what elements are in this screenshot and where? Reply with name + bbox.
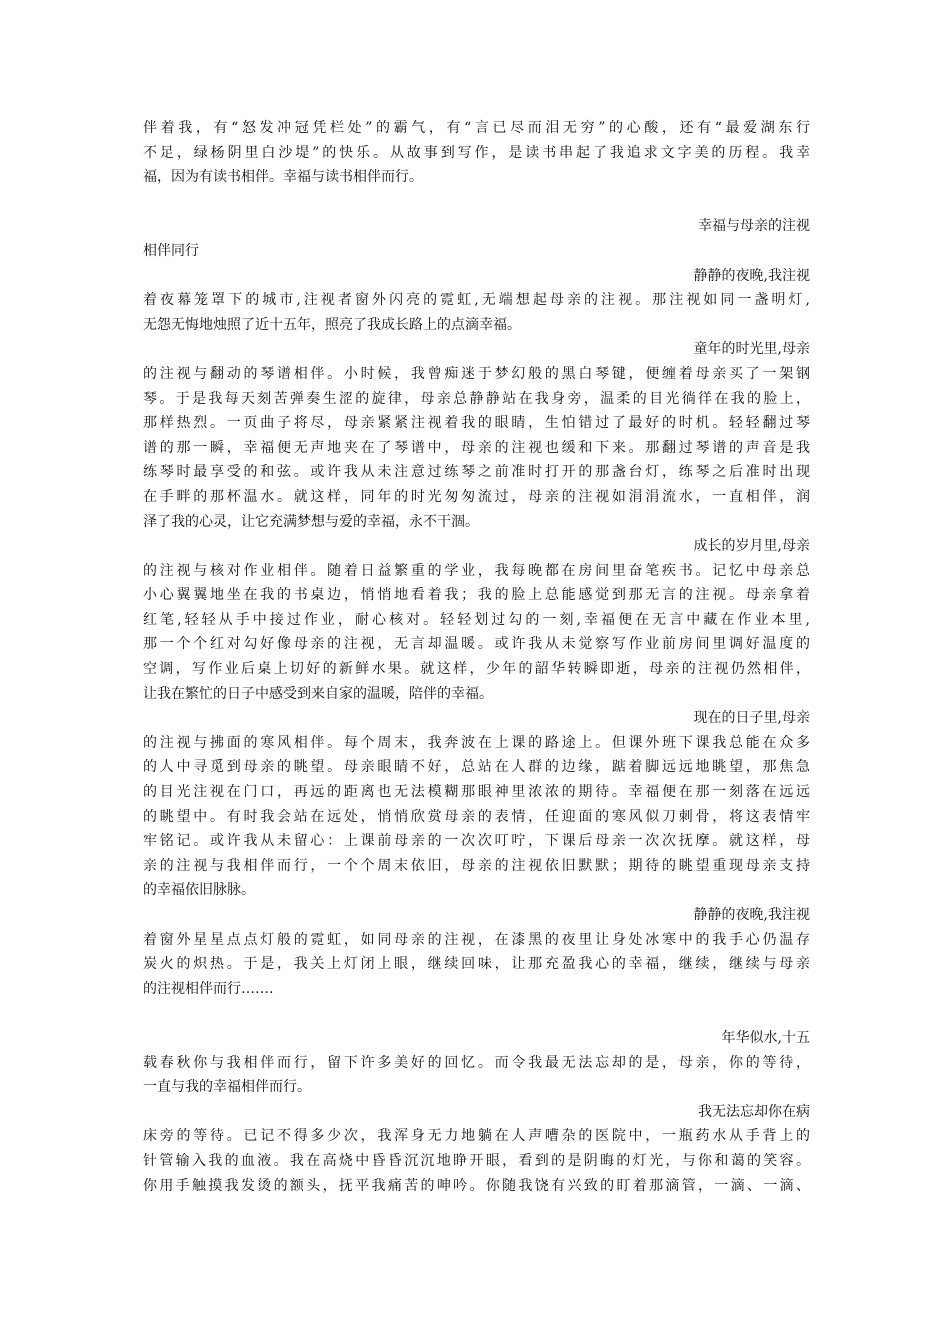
text-line: 的人中寻觅到母亲的眺望。母亲眼睛不好，总站在人群的边缘，踮着脚远远地眺望，那焦急	[143, 759, 810, 776]
text-line: 牢铭记。或许我从未留心：上课前母亲的一次次叮咛，下课后母亲一次次抚摩。就这样，母	[143, 833, 810, 850]
paragraph-lead: 静静的夜晚,我注视	[693, 907, 810, 923]
text-line: 红笔,轻轻从手中接过作业，耐心核对。轻轻划过勾的一刻,幸福便在无言中藏在作业本里,	[143, 611, 810, 628]
text-line: 亲的注视与我相伴而行，一个个周末依旧，母亲的注视依旧默默；期待的眺望重现母亲支持	[143, 857, 810, 874]
paragraph-lead: 现在的日子里,母亲	[693, 710, 810, 727]
text-line: 的注视与翻动的琴谱相伴。小时候，我曾痴迷于梦幻般的黑白琴键，便缠着母亲买了一架钢	[143, 365, 810, 382]
text-line: 的注视与拂面的寒风相伴。每个周末，我奔波在上课的路途上。但课外班下课我总能在众多	[143, 734, 810, 751]
text-line: 不足，绿杨阴里白沙堤”的快乐。从故事到写作，是读书串起了我追求文字美的历程。我幸	[143, 144, 810, 161]
text-line: 着窗外星星点点灯般的霓虹，如同母亲的注视，在漆黑的夜里让身处冰寒中的我手心仍温存	[143, 931, 810, 948]
text-line: 的注视与核对作业相伴。随着日益繁重的学业，我每晚都在房间里奋笔疾书。记忆中母亲总	[143, 562, 810, 579]
text-line: 一直与我的幸福相伴而行。	[143, 1079, 311, 1096]
paragraph-lead: 年华似水,十五	[721, 1029, 810, 1046]
text-line: 的幸福依旧脉脉。	[143, 882, 255, 899]
text-line: 小心翼翼地坐在我的书桌边，悄悄地看着我；我的脸上总能感觉到那无言的注视。母亲拿着	[143, 587, 810, 604]
text-line: 谱的那一瞬，幸福便无声地夹在了琴谱中，母亲的注视也缓和下来。那翻过琴谱的声音是我	[143, 439, 810, 456]
text-line: 那样热烈。一页曲子将尽，母亲紧紧注视着我的眼睛，生怕错过了最好的时机。轻轻翻过琴	[143, 415, 810, 432]
essay-title-part1: 幸福与母亲的注视	[698, 218, 810, 235]
document-page	[143, 116, 810, 1198]
text-line: 的目光注视在门口，再远的距离也无法模糊那眼神里浓浓的期待。幸福便在那一刻落在远远	[143, 784, 810, 801]
paragraph-lead: 静静的夜晚,我注视	[693, 267, 810, 284]
text-line: 空调，写作业后桌上切好的新鲜水果。就这样，少年的韶华转瞬即逝，母亲的注视仍然相伴，	[143, 661, 810, 678]
text-line: 福，因为有读书相伴。幸福与读书相伴而行。	[143, 169, 423, 186]
paragraph-lead: 我无法忘却你在病	[698, 1103, 810, 1120]
text-line: 的注视相伴而行…….	[143, 980, 274, 997]
text-line: 针管输入我的血液。我在高烧中昏昏沉沉地睁开眼，看到的是阴晦的灯光，与你和蔼的笑容。	[143, 1152, 810, 1169]
paragraph-lead: 童年的时光里,母亲	[693, 341, 810, 358]
text-line: 那一个个红对勾好像母亲的注视，无言却温暖。或许我从未觉察写作业前房间里调好温度的	[143, 636, 810, 653]
text-line: 载春秋你与我相伴而行，留下许多美好的回忆。而令我最无法忘却的是，母亲，你的等待，	[143, 1054, 810, 1071]
text-line: 让我在繁忙的日子中感受到来自家的温暖，陪伴的幸福。	[143, 685, 493, 702]
text-line: 琴。于是我每天刻苦弹奏生涩的旋律，母亲总静静站在我身旁，温柔的目光徜徉在我的脸上，	[143, 390, 810, 407]
text-line: 练琴时最享受的和弦。或许我从未注意过练琴之前准时打开的那盏台灯，练琴之后准时出现	[143, 464, 810, 481]
text-line: 着夜幕笼罩下的城市,注视者窗外闪亮的霓虹,无端想起母亲的注视。那注视如同一盏明灯,	[143, 292, 810, 309]
blank-line	[143, 190, 810, 215]
text-line: 无怨无悔地烛照了近十五年，照亮了我成长路上的点滴幸福。	[143, 316, 521, 333]
blank-line	[143, 1001, 810, 1026]
text-line: 床旁的等待。已记不得多少次，我浑身无力地躺在人声嘈杂的医院中，一瓶药水从手背上的	[143, 1128, 810, 1145]
text-line: 伴着我，有“怒发冲冠凭栏处”的霸气，有“言已尽而泪无穷”的心酸，还有“最爱湖东行	[143, 120, 810, 136]
essay-title-part2: 相伴同行	[143, 242, 199, 259]
text-line: 泽了我的心灵，让它充满梦想与爱的幸福，永不干涸。	[143, 513, 479, 530]
text-line: 在手畔的那杯温水。就这样，同年的时光匆匆流过，母亲的注视如涓涓流水，一直相伴，润	[143, 488, 810, 505]
paragraph-lead: 成长的岁月里,母亲	[693, 538, 810, 555]
text-line: 你用手触摸我发烫的额头，抚平我痛苦的呻吟。你随我饶有兴致的盯着那滴管，一滴、一滴、	[143, 1177, 810, 1194]
text-line: 炭火的炽热。于是，我关上灯闭上眼，继续回味，让那充盈我心的幸福，继续，继续与母亲	[143, 956, 810, 973]
text-line: 的眺望中。有时我会站在远处，悄悄欣赏母亲的表情，任迎面的寒风似刀刺骨，将这表情牢	[143, 808, 810, 825]
